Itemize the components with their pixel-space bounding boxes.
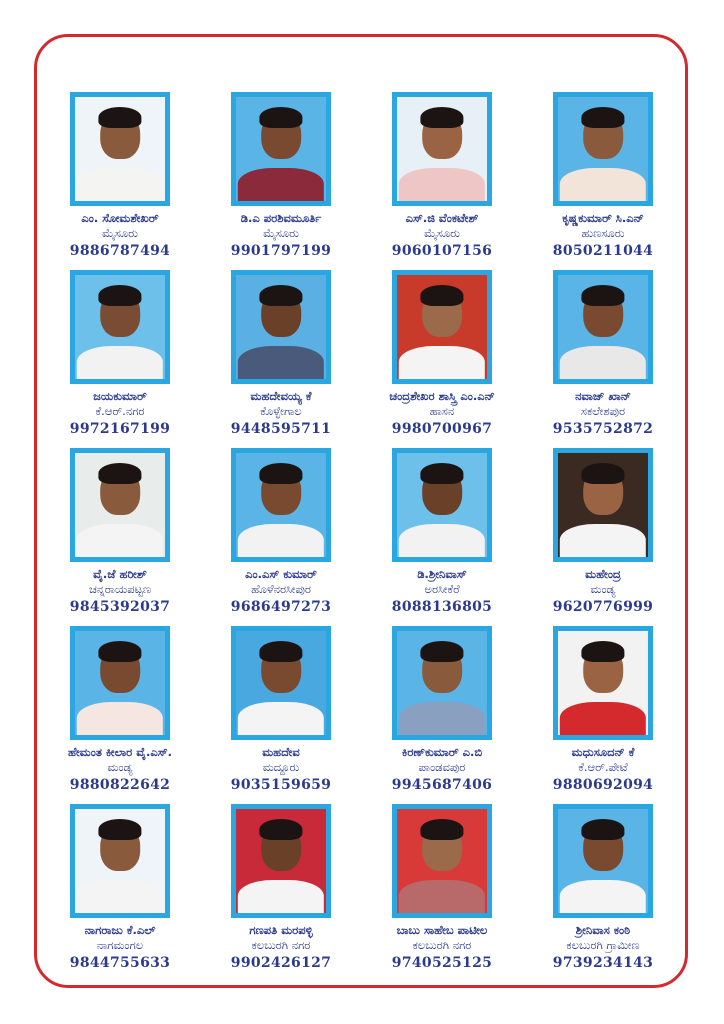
portrait-image bbox=[558, 631, 648, 735]
portrait-image bbox=[397, 453, 487, 557]
portrait-shirt bbox=[560, 168, 646, 201]
portrait-image bbox=[75, 97, 165, 201]
portrait-hair bbox=[420, 819, 463, 840]
member-place: ಹಾಸನ bbox=[429, 404, 455, 418]
portrait-hair bbox=[98, 107, 141, 128]
member-place: ಕೊಳ್ಳೇಗಾಲ bbox=[260, 404, 302, 418]
portrait-image bbox=[397, 631, 487, 735]
member-card bbox=[40, 270, 200, 446]
member-card bbox=[523, 270, 683, 446]
portrait-hair bbox=[259, 819, 302, 840]
portrait-hair bbox=[581, 285, 624, 306]
member-phone: 9845392037 bbox=[69, 599, 171, 615]
member-name: ಡಿ.ಶ್ರೀನಿವಾಸ್ bbox=[417, 567, 467, 581]
portrait-hair bbox=[259, 463, 302, 484]
member-phone: 9035159659 bbox=[230, 777, 332, 793]
member-name: ಮಧುಸೂದನ್ ಕೆ bbox=[571, 745, 635, 759]
portrait-shirt bbox=[77, 168, 163, 201]
portrait-image bbox=[558, 809, 648, 913]
member-card bbox=[201, 92, 361, 268]
member-name: ನವಾಜ್ ಖಾನ್ bbox=[575, 389, 631, 403]
portrait-shirt bbox=[238, 524, 324, 557]
member-card bbox=[362, 626, 522, 802]
member-card bbox=[201, 448, 361, 624]
portrait-image bbox=[75, 631, 165, 735]
portrait-image bbox=[397, 809, 487, 913]
member-place: ಕಲಬುರಗಿ ನಗರ bbox=[412, 938, 472, 952]
portrait-hair bbox=[98, 285, 141, 306]
member-name: ಚಂದ್ರಶೇಖರ ಶಾಸ್ತ್ರಿ ಎಂ.ಎನ್ bbox=[389, 389, 495, 403]
portrait-shirt bbox=[238, 702, 324, 735]
member-phone: 9448595711 bbox=[230, 421, 332, 437]
portrait-shirt bbox=[77, 702, 163, 735]
portrait-image bbox=[75, 453, 165, 557]
member-name: ಮಹದೇವಯ್ಯ ಕೆ bbox=[250, 389, 312, 403]
portrait-hair bbox=[259, 107, 302, 128]
member-name: ಗಣಪತಿ ಮರಪಳ್ಳಿ bbox=[249, 923, 313, 937]
portrait-hair bbox=[581, 463, 624, 484]
portrait-shirt bbox=[77, 880, 163, 913]
member-name: ಡಿ.ಎ ಪರಶಿವಮೂರ್ತಿ bbox=[240, 211, 322, 225]
member-place: ಹೊಳೆನರಸೀಪುರ bbox=[251, 582, 311, 596]
member-card bbox=[362, 92, 522, 268]
portrait-hair bbox=[420, 641, 463, 662]
member-card bbox=[362, 270, 522, 446]
member-photo bbox=[392, 626, 492, 740]
member-place: ಚನ್ನರಾಯಪಟ್ಟಣ bbox=[88, 582, 152, 596]
member-name: ಎಂ. ಸೋಮಶೇಖರ್ bbox=[81, 211, 159, 225]
member-name: ನಾಗರಾಜು ಕೆ.ಎಲ್ bbox=[84, 923, 156, 937]
portrait-shirt bbox=[560, 346, 646, 379]
member-place: ಸಕಲೇಶಪುರ bbox=[580, 404, 626, 418]
member-card bbox=[362, 804, 522, 980]
member-phone: 9880692094 bbox=[552, 777, 654, 793]
member-card bbox=[523, 448, 683, 624]
portrait-image bbox=[75, 275, 165, 379]
portrait-hair bbox=[98, 463, 141, 484]
portrait-shirt bbox=[238, 168, 324, 201]
portrait-image bbox=[558, 453, 648, 557]
member-photo bbox=[553, 270, 653, 384]
portrait-image bbox=[397, 275, 487, 379]
member-photo bbox=[231, 448, 331, 562]
portrait-hair bbox=[581, 107, 624, 128]
member-photo bbox=[70, 270, 170, 384]
member-photo bbox=[392, 270, 492, 384]
member-name: ಮಹೇಂದ್ರ bbox=[585, 567, 621, 581]
member-photo bbox=[70, 448, 170, 562]
member-card bbox=[40, 626, 200, 802]
portrait-image bbox=[236, 97, 326, 201]
member-phone: 9686497273 bbox=[230, 599, 332, 615]
member-photo bbox=[392, 448, 492, 562]
member-name: ಎಂ.ಎಸ್ ಕುಮಾರ್ bbox=[245, 567, 317, 581]
member-phone: 9535752872 bbox=[552, 421, 654, 437]
member-place: ಕೆ.ಆರ್.ಪೇಟೆ bbox=[578, 760, 628, 774]
portrait-shirt bbox=[560, 880, 646, 913]
member-photo bbox=[553, 626, 653, 740]
member-name: ಕಿರಣ್‌ಕುಮಾರ್ ಎ.ಬಿ bbox=[401, 745, 483, 759]
member-phone: 9886787494 bbox=[69, 243, 171, 259]
member-photo bbox=[231, 270, 331, 384]
member-card bbox=[362, 448, 522, 624]
member-photo bbox=[553, 448, 653, 562]
member-card bbox=[40, 804, 200, 980]
portrait-shirt bbox=[560, 702, 646, 735]
portrait-hair bbox=[98, 641, 141, 662]
portrait-image bbox=[236, 453, 326, 557]
member-photo bbox=[392, 92, 492, 206]
portrait-image bbox=[558, 275, 648, 379]
member-photo bbox=[553, 92, 653, 206]
portrait-hair bbox=[420, 463, 463, 484]
portrait-shirt bbox=[77, 346, 163, 379]
member-phone: 9980700967 bbox=[391, 421, 493, 437]
portrait-shirt bbox=[399, 524, 485, 557]
portrait-hair bbox=[581, 819, 624, 840]
portrait-hair bbox=[420, 107, 463, 128]
member-name: ವೈ.ಜೆ ಹರೀಶ್ bbox=[93, 567, 147, 581]
member-place: ಮೈಸೂರು bbox=[102, 226, 138, 240]
member-card bbox=[201, 804, 361, 980]
member-name: ಎಸ್.ಜಿ ವೆಂಕಟೇಶ್ bbox=[405, 211, 479, 225]
member-card bbox=[201, 626, 361, 802]
portrait-image bbox=[397, 97, 487, 201]
member-card bbox=[201, 270, 361, 446]
member-photo bbox=[231, 626, 331, 740]
portrait-hair bbox=[98, 819, 141, 840]
member-card bbox=[523, 626, 683, 802]
member-photo bbox=[70, 626, 170, 740]
member-place: ಕಲಬುರಗಿ ನಗರ bbox=[251, 938, 311, 952]
member-card bbox=[523, 92, 683, 268]
member-place: ಮೈಸೂರು bbox=[424, 226, 460, 240]
member-card bbox=[40, 92, 200, 268]
member-phone: 9902426127 bbox=[230, 955, 332, 971]
portrait-shirt bbox=[238, 880, 324, 913]
member-phone: 9740525125 bbox=[391, 955, 493, 971]
member-place: ಕೆ.ಆರ್.ನಗರ bbox=[95, 404, 145, 418]
portrait-hair bbox=[581, 641, 624, 662]
member-photo bbox=[553, 804, 653, 918]
member-place: ಮಂಡ್ಯ bbox=[590, 582, 616, 596]
member-phone: 8050211044 bbox=[552, 243, 654, 259]
portrait-hair bbox=[420, 285, 463, 306]
portrait-image bbox=[236, 809, 326, 913]
member-name: ಶ್ರೀನಿವಾಸ ಕಂಠಿ bbox=[575, 923, 631, 937]
member-place: ಮೈಸೂರು bbox=[263, 226, 299, 240]
member-card bbox=[40, 448, 200, 624]
portrait-image bbox=[75, 809, 165, 913]
member-grid bbox=[40, 92, 684, 982]
member-phone: 9620776999 bbox=[552, 599, 654, 615]
portrait-image bbox=[558, 97, 648, 201]
member-place: ಅರಸೀಕೆರೆ bbox=[424, 582, 460, 596]
member-name: ಕೃಷ್ಣಕುಮಾರ್ ಸಿ.ಎನ್ bbox=[562, 211, 644, 225]
member-phone: 9739234143 bbox=[552, 955, 654, 971]
member-card bbox=[523, 804, 683, 980]
member-place: ಪಾಂಡವಪುರ bbox=[418, 760, 466, 774]
member-phone: 8088136805 bbox=[391, 599, 493, 615]
member-phone: 9901797199 bbox=[230, 243, 332, 259]
portrait-shirt bbox=[560, 524, 646, 557]
member-phone: 9060107156 bbox=[391, 243, 493, 259]
member-place: ಹುಣಸೂರು bbox=[581, 226, 625, 240]
member-place: ನಾಗಮಂಗಲ bbox=[96, 938, 144, 952]
member-photo bbox=[392, 804, 492, 918]
member-place: ಮಂಡ್ಯ bbox=[107, 760, 133, 774]
member-place: ಕಲಬುರಗಿ ಗ್ರಾಮೀಣ bbox=[566, 938, 640, 952]
member-phone: 9880822642 bbox=[69, 777, 171, 793]
portrait-hair bbox=[259, 285, 302, 306]
member-name: ಹೇಮಂತ ಕೀಲಾರ ವೈ.ಎಸ್. bbox=[68, 745, 172, 759]
member-photo bbox=[70, 804, 170, 918]
member-photo bbox=[231, 92, 331, 206]
member-name: ಬಾಬು ಸಾಹೇಬ ಪಾಟೀಲ bbox=[396, 923, 488, 937]
member-name: ಜಯಕುಮಾರ್ bbox=[93, 389, 147, 403]
portrait-shirt bbox=[399, 346, 485, 379]
portrait-image bbox=[236, 275, 326, 379]
portrait-image bbox=[236, 631, 326, 735]
portrait-hair bbox=[259, 641, 302, 662]
portrait-shirt bbox=[399, 168, 485, 201]
member-phone: 9972167199 bbox=[69, 421, 171, 437]
member-photo bbox=[70, 92, 170, 206]
member-name: ಮಹದೇವ bbox=[262, 745, 300, 759]
portrait-shirt bbox=[399, 880, 485, 913]
portrait-shirt bbox=[77, 524, 163, 557]
member-phone: 9945687406 bbox=[391, 777, 493, 793]
member-place: ಮದ್ದೂರು bbox=[262, 760, 300, 774]
member-phone: 9844755633 bbox=[69, 955, 171, 971]
portrait-shirt bbox=[399, 702, 485, 735]
member-photo bbox=[231, 804, 331, 918]
portrait-shirt bbox=[238, 346, 324, 379]
